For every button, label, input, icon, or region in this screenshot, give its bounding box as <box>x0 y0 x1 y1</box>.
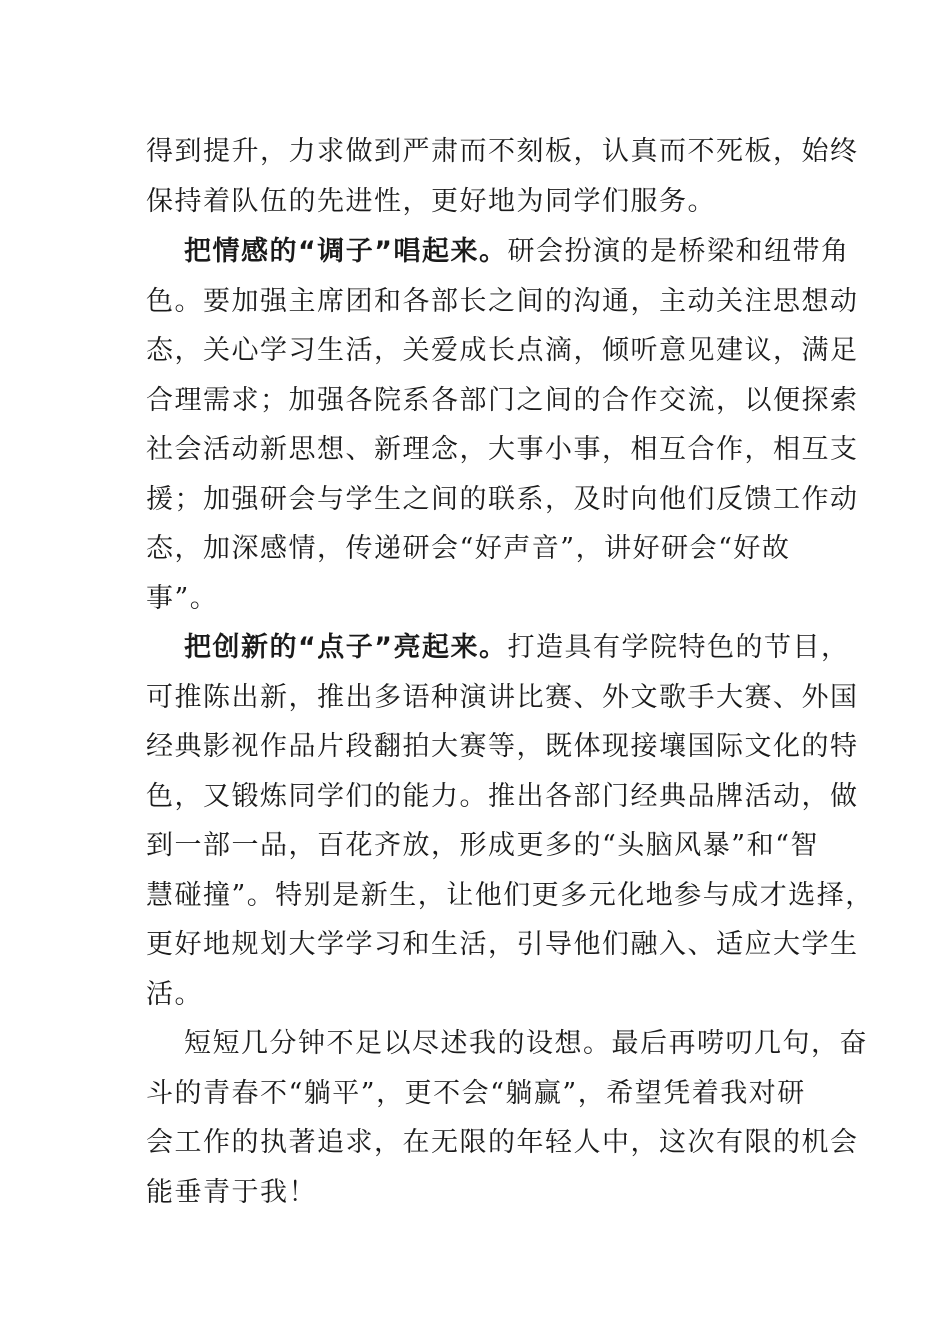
paragraph-innovation <box>146 623 874 1019</box>
text-line: 可推陈出新，推出多语种演讲比赛、外文歌手大赛、外国 <box>146 681 859 713</box>
text-line: 更好地规划大学学习和生活，引导他们融入、适应大学生 <box>146 929 859 960</box>
text-line: 态，关心学习生活，关爱成长点滴，倾听意见建议，满足 <box>146 335 859 366</box>
text-line: 慧碰撞”。特别是新生，让他们更多元化地参与成才选择， <box>146 879 874 911</box>
text-run: 研会扮演的是桥梁和纽带角 <box>507 236 850 267</box>
text-line: 到一部一品，百花齐放，形成更多的“头脑风暴”和“智 <box>146 830 819 861</box>
text-line: 得到提升，力求做到严肃而不刻板，认真而不死板，始终 <box>146 136 859 167</box>
paragraph-heading: 把情感的“调子”唱起来。 <box>184 236 508 267</box>
paragraph-continuation <box>146 127 859 226</box>
text-line: 态，加深感情，传递研会“好声音”，讲好研会“好故 <box>146 533 791 564</box>
paragraph-closing <box>146 1019 868 1217</box>
first-line <box>146 227 850 277</box>
text-line: 活。 <box>146 978 203 1010</box>
text-line: 社会活动新思想、新理念，大事小事，相互合作，相互支 <box>146 434 859 465</box>
text-line: 保持着队伍的先进性，更好地为同学们服务。 <box>146 185 716 217</box>
text-run: 打造具有学院特色的节目， <box>507 632 850 663</box>
text-line: 斗的青春不“躺平”，更不会“躺赢”，希望凭着我对研 <box>146 1077 806 1109</box>
paragraph-heading: 把创新的“点子”亮起来。 <box>184 632 508 663</box>
first-line: 短短几分钟不足以尽述我的设想。最后再唠叨几句，奋 <box>184 1028 868 1059</box>
text-line: 经典影视作品片段翻拍大赛等，既体现接壤国际文化的特 <box>146 731 859 762</box>
paragraph-emotion <box>146 227 859 623</box>
text-line: 援；加强研会与学生之间的联系，及时向他们反馈工作动 <box>146 483 859 515</box>
text-line: 合理需求；加强各院系各部门之间的合作交流，以便探索 <box>146 384 859 416</box>
first-line <box>146 623 850 673</box>
text-line: 事”。 <box>146 582 219 614</box>
text-line: 能垂青于我！ <box>146 1176 317 1208</box>
text-line: 色。要加强主席团和各部长之间的沟通，主动关注思想动 <box>146 285 859 317</box>
text-line: 色，又锻炼同学们的能力。推出各部门经典品牌活动，做 <box>146 780 859 812</box>
text-line: 会工作的执著追求，在无限的年轻人中，这次有限的机会 <box>146 1127 859 1158</box>
